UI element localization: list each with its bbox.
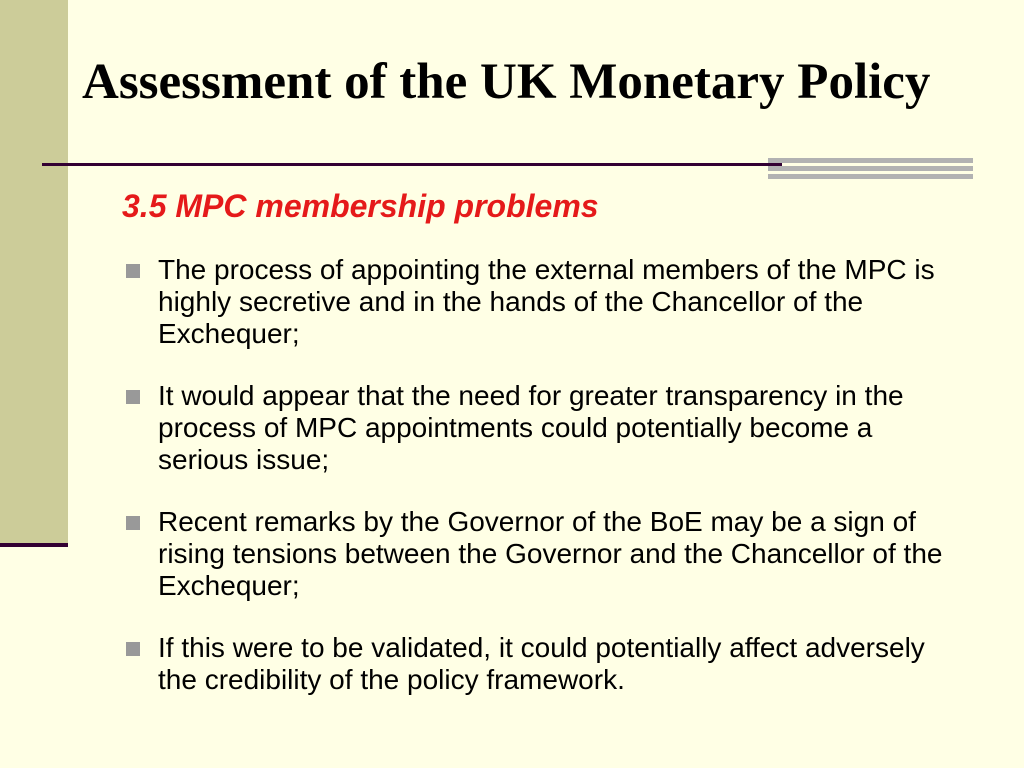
bullet-item (120, 254, 970, 350)
slide-title: Assessment of the UK Monetary Policy (82, 54, 931, 110)
decorative-bar (768, 174, 973, 179)
left-band-rule (0, 543, 68, 547)
decorative-bar (768, 158, 973, 163)
square-bullet-icon (126, 642, 140, 656)
title-divider-line (42, 163, 782, 166)
bullet-text: Recent remarks by the Governor of the BoE may be a sign of rising tensions between the Governor and the Chancellor of the Exchequer; (158, 506, 943, 601)
bullet-item (120, 380, 970, 476)
square-bullet-icon (126, 264, 140, 278)
bullet-item (120, 506, 970, 602)
bullet-text: The process of appointing the external members of the MPC is highly secretive and in the hands of the Chancellor of the Exchequer; (158, 254, 935, 349)
bullet-text: If this were to be validated, it could potentially affect adversely the credibility of the policy framework. (158, 632, 925, 695)
square-bullet-icon (126, 516, 140, 530)
bullet-text: It would appear that the need for greater transparency in the process of MPC appointments could potentially become a serious issue; (158, 380, 904, 475)
section-heading: 3.5 MPC membership problems (122, 188, 599, 224)
bullet-item (120, 632, 970, 696)
left-accent-band (0, 0, 68, 546)
bullet-list (120, 254, 970, 726)
square-bullet-icon (126, 390, 140, 404)
decorative-bar (768, 166, 973, 171)
